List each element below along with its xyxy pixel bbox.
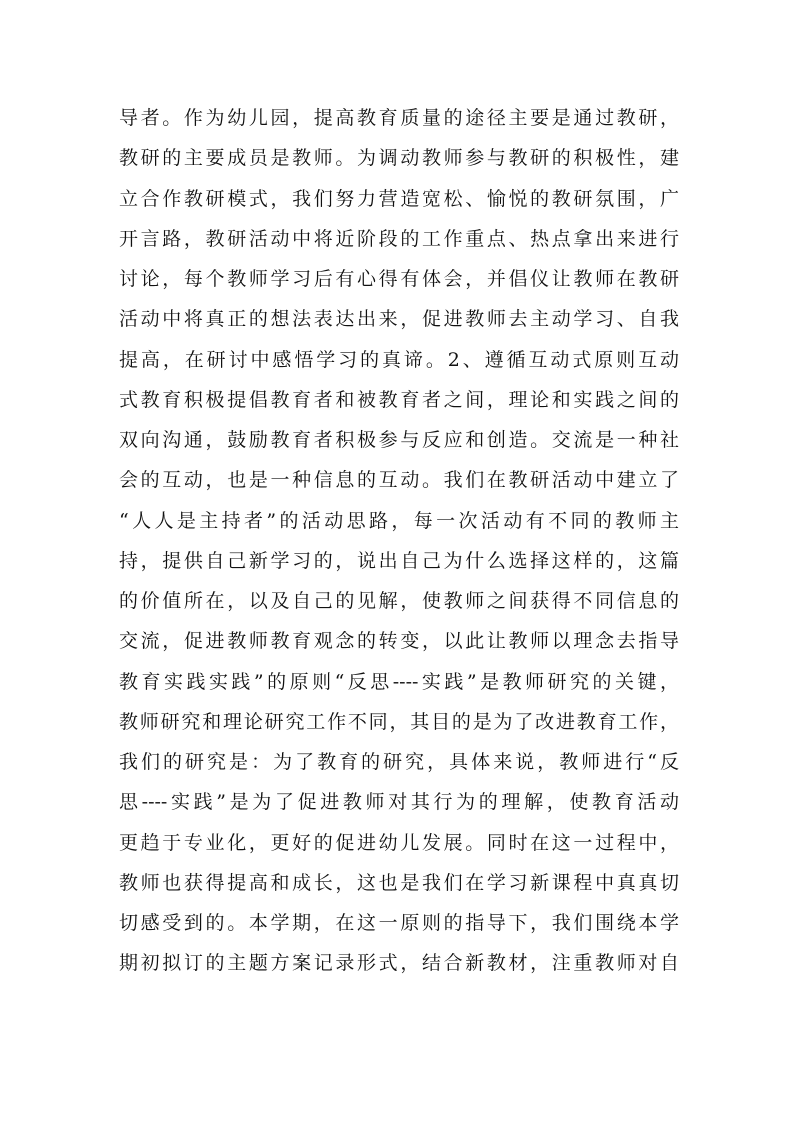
text-line: 更趋于专业化，更好的促进幼儿发展。同时在这一过程中， [119,831,679,854]
text-line: 教研的主要成员是教师。为调动教师参与教研的积极性，建 [119,147,679,170]
text-line: 式教育积极提倡教育者和被教育者之间，理论和实践之间的 [119,388,679,411]
body-text [119,98,679,984]
text-line: 教育实践实践”的原则“反思----实践”是教师研究的关键， [119,670,679,693]
text-line: 切感受到的。本学期，在这一原则的指导下，我们围绕本学 [119,912,679,934]
text-line: 的价值所在，以及自己的见解，使教师之间获得不同信息的 [119,590,679,612]
text-line: 教师研究和理论研究工作不同，其目的是为了改进教育工作， [119,710,679,733]
text-line: 我们的研究是：为了教育的研究，具体来说，教师进行“反 [119,751,679,773]
text-line: 持，提供自己新学习的，说出自己为什么选择这样的，这篇 [119,549,679,572]
text-line: 导者。作为幼儿园，提高教育质量的途径主要是通过教研， [119,107,679,129]
text-line: 提高，在研讨中感悟学习的真谛。2、遵循互动式原则互动 [119,348,679,371]
text-line: 双向沟通，鼓励教育者积极参与反应和创造。交流是一种社 [119,429,679,451]
text-line: 教师也获得提高和成长，这也是我们在学习新课程中真真切 [119,871,679,894]
text-line: 思----实践”是为了促进教师对其行为的理解，使教育活动 [119,791,679,814]
text-line: 交流，促进教师教育观念的转变，以此让教师以理念去指导 [119,630,679,653]
text-line: 期初拟订的主题方案记录形式，结合新教材，注重教师对自 [119,952,679,975]
text-line: 开言路，教研活动中将近阶段的工作重点、热点拿出来进行 [119,227,679,250]
text-line: “人人是主持者”的活动思路，每一次活动有不同的教师主 [119,509,679,532]
text-line: 讨论，每个教师学习后有心得有体会，并倡仪让教师在教研 [119,268,679,290]
text-line: 会的互动，也是一种信息的互动。我们在教研活动中建立了 [119,469,679,492]
text-line: 立合作教研模式，我们努力营造宽松、愉悦的教研氛围，广 [119,187,679,210]
text-line: 活动中将真正的想法表达出来，促进教师去主动学习、自我 [119,308,679,331]
